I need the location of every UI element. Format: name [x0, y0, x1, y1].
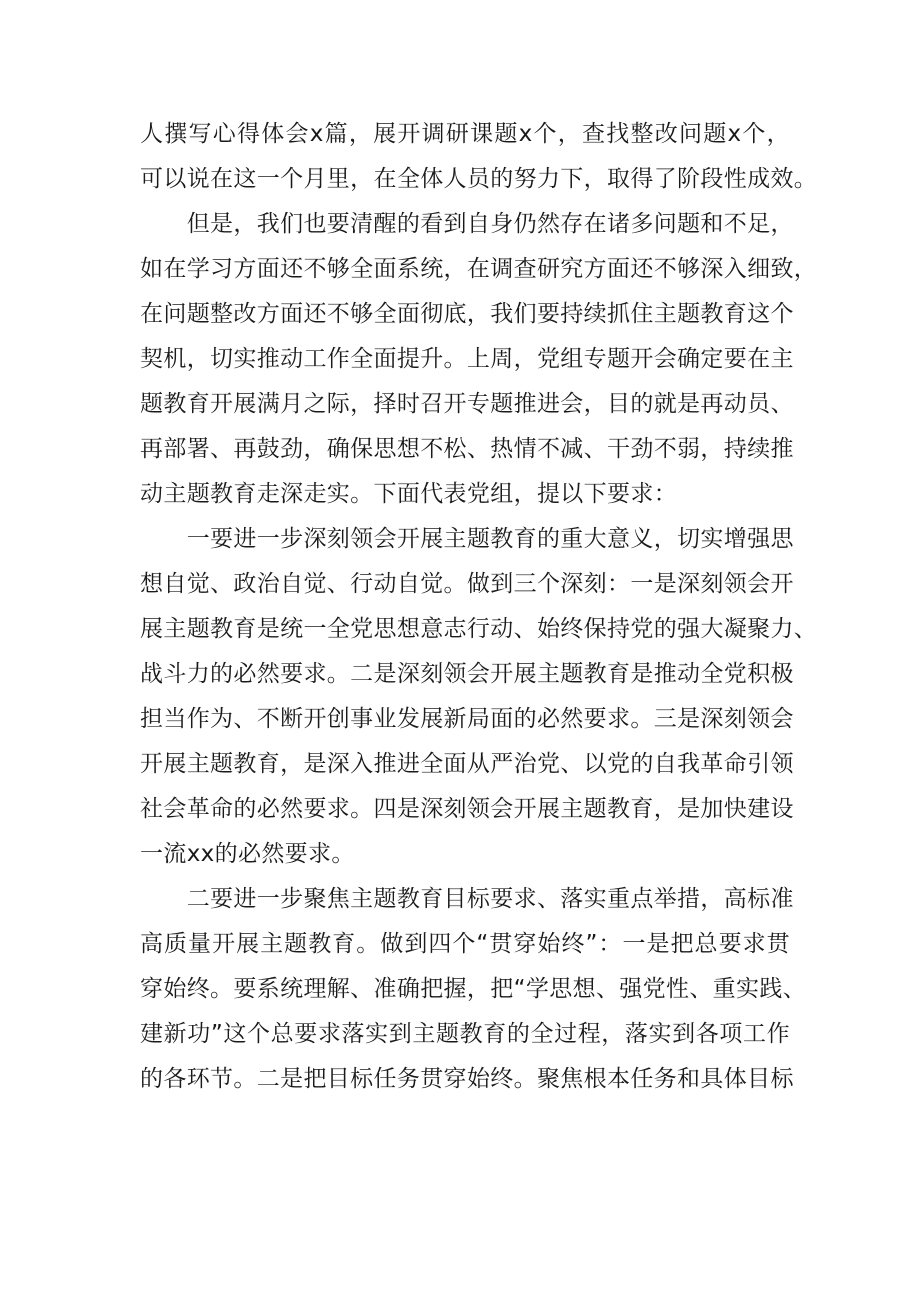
- text-line: 社会革命的必然要求。四是深刻领会开展主题教育，是加快建设: [140, 796, 794, 822]
- text-line: 穿始终。要系统理解、准确把握，把“学思想、强党性、重实践、: [140, 976, 807, 1002]
- text-line: 的各环节。二是把目标任务贯穿始终。聚焦根本任务和具体目标: [140, 1066, 794, 1092]
- text-line: 想自觉、政治自觉、行动自觉。做到三个深刻：一是深刻领会开: [140, 571, 794, 597]
- paragraph-requirement-two: [140, 877, 807, 1102]
- text-line: 可以说在这一个月里，在全体人员的努力下，取得了阶段性成效。: [140, 166, 818, 192]
- text-line: 在问题整改方面还不够全面彻底，我们要持续抓住主题教育这个: [140, 301, 794, 327]
- text-line: 但是，我们也要清醒的看到自身仍然存在诸多问题和不足，: [140, 211, 794, 237]
- text-line: 展主题教育是统一全党思想意志行动、始终保持党的强大凝聚力、: [140, 616, 818, 642]
- text-line: 契机，切实推动工作全面提升。上周，党组专题开会确定要在主: [140, 346, 794, 372]
- paragraph-achievements: [140, 112, 818, 202]
- text-line: 担当作为、不断开创事业发展新局面的必然要求。三是深刻领会: [140, 706, 794, 732]
- text-line: 动主题教育走深走实。下面代表党组，提以下要求：: [140, 481, 678, 507]
- text-line: 开展主题教育，是深入推进全面从严治党、以党的自我革命引领: [140, 751, 794, 777]
- text-line: 建新功”这个总要求落实到主题教育的全过程，落实到各项工作: [140, 1021, 790, 1047]
- text-line: 题教育开展满月之际，择时召开专题推进会，目的就是再动员、: [140, 391, 794, 417]
- text-line: 战斗力的必然要求。二是深刻领会开展主题教育是推动全党积极: [140, 661, 794, 687]
- document-body: [140, 112, 818, 1102]
- text-line: 一要进一步深刻领会开展主题教育的重大意义，切实增强思: [140, 526, 794, 552]
- text-line: 再部署、再鼓劲，确保思想不松、热情不减、干劲不弱，持续推: [140, 436, 794, 462]
- paragraph-problems: [140, 202, 818, 517]
- text-line: 人撰写心得体会x篇，展开调研课题x个，查找整改问题x个，: [140, 121, 790, 147]
- text-line: 二要进一步聚焦主题教育目标要求、落实重点举措，高标准: [140, 886, 794, 912]
- text-line: 高质量开展主题教育。做到四个“贯穿始终”：一是把总要求贯: [140, 931, 790, 957]
- paragraph-requirement-one: [140, 517, 818, 877]
- text-line: 如在学习方面还不够全面系统，在调查研究方面还不够深入细致，: [140, 256, 818, 282]
- text-line: 一流xx的必然要求。: [140, 841, 355, 867]
